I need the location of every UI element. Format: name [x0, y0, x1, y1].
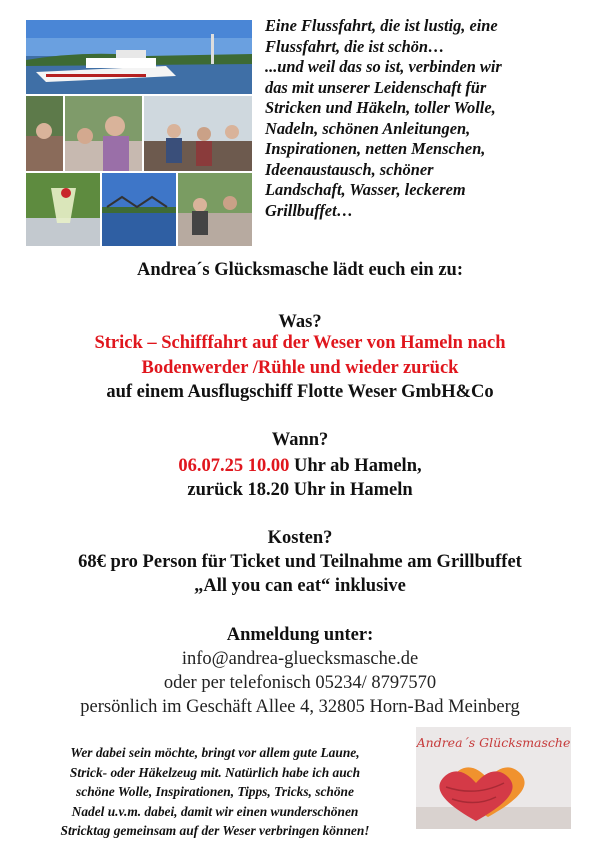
event-date-suffix: Uhr ab Hameln, [289, 456, 422, 476]
closing-line: schöne Wolle, Inspirationen, Tipps, Tricks, schöne [76, 784, 354, 799]
photo-bridge-river [102, 173, 176, 246]
wann-line-1 [0, 455, 600, 477]
intro-line: Stricken und Häkeln, toller Wolle, [265, 98, 496, 117]
was-line-2: Bodenwerder /Rühle und wieder zurück [141, 358, 459, 378]
photo-collage [26, 20, 252, 246]
intro-line: das mit unserer Leidenschaft für [265, 77, 487, 97]
intro-line: Landschaft, Wasser, leckerem [265, 180, 466, 199]
was-line-1: Strick – Schifffahrt auf der Weser von Hameln nach [94, 333, 506, 353]
intro-line: Grillbuffet… [265, 200, 354, 220]
closing-text [20, 743, 410, 841]
contact-phone: oder per telefonisch 05234/ 8797570 [163, 673, 437, 693]
photo-drink-glass [26, 173, 100, 246]
brand-logo [416, 727, 571, 829]
was-heading: Was? [278, 312, 322, 332]
intro-line: Flussfahrt, die ist schön… [265, 36, 445, 56]
was-line-3: auf einem Ausflugschiff Flotte Weser GmbH&Co [106, 382, 494, 402]
photo-guests-deck [26, 96, 63, 171]
contact-address: persönlich im Geschäft Allee 4, 32805 Horn-Bad Meinberg [80, 697, 520, 717]
closing-line: Nadel u.v.m. dabei, damit wir einen wunderschönen [71, 803, 359, 819]
photo-knitters-table [178, 173, 252, 246]
wann-line-2: zurück 18.20 Uhr in Hameln [187, 480, 413, 500]
event-date: 06.07.25 10.00 [178, 456, 290, 476]
wann-heading: Wann? [271, 430, 329, 450]
anmeldung-heading: Anmeldung unter: [226, 625, 374, 645]
intro-line: ...und weil das so ist, verbinden wir [265, 57, 502, 76]
photo-ship-on-river [26, 20, 252, 94]
kosten-heading: Kosten? [267, 528, 333, 548]
closing-line: Strick- oder Häkelzeug mit. Natürlich habe ich auch [69, 764, 361, 780]
kosten-line-1: 68€ pro Person für Ticket und Teilnahme am Grillbuffet [78, 552, 522, 572]
photo-knitting-group [65, 96, 142, 171]
invite-heading: Andrea´s Glücksmasche lädt euch ein zu: [137, 260, 463, 280]
intro-line: Ideenaustausch, schöner [265, 159, 434, 179]
intro-line: Nadeln, schönen Anleitungen, [265, 118, 471, 138]
intro-line: Eine Flussfahrt, die ist lustig, eine [265, 16, 498, 35]
intro-line: Inspirationen, netten Menschen, [265, 139, 486, 158]
closing-line: Stricktag gemeinsam auf der Weser verbringen können! [60, 823, 370, 838]
photo-group-on-deck [144, 96, 252, 171]
kosten-line-2: „All you can eat“ inklusive [194, 576, 406, 596]
contact-email: info@andrea-gluecksmasche.de [181, 649, 419, 669]
intro-text [265, 16, 585, 221]
closing-line: Wer dabei sein möchte, bringt vor allem gute Laune, [70, 745, 360, 760]
logo-text: Andrea´s Glücksmasche [416, 735, 571, 750]
